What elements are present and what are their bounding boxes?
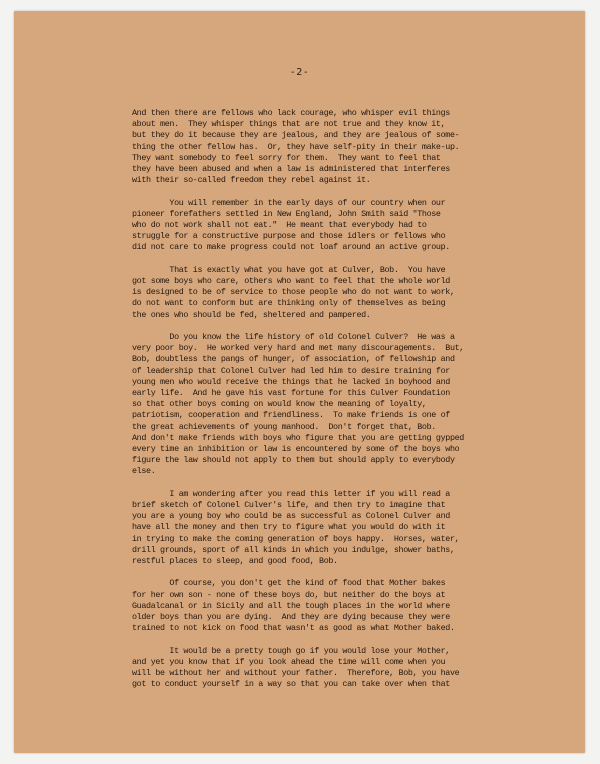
paragraph: You will remember in the early days of our country when our pioneer forefathers settled in New England, John Smith said "Those who do not work shall not eat." He meant that everybody had to struggle for a constructive purpose and those idlers or fellows who did not care to make progress could not loaf around an active group. [132, 197, 450, 253]
letter-body [132, 108, 524, 702]
letter-page [14, 11, 585, 753]
paragraph: That is exactly what you have got at Culver, Bob. You have got some boys who care, others who want to feel that the whole world is designed to be of service to those people who do not want to work, do not want to conform but are thinking only of themselves as being the ones who should be fed, sheltered and pampered. [132, 264, 455, 320]
paragraph: Do you know the life history of old Colonel Culver? He was a very poor boy. He worked very hard and met many discouragements. But, Bob, doubtless the pangs of hunger, of association, of fellowship and of leadership that Colonel Culver had led him to desire training for young men who would receive the things that he lacked in boyhood and early life. And he gave his vast fortune for this Culver Foundation so that other boys coming on would know the meaning of loyalty, patriotism, cooperation and friendliness. To make friends is one of the great achievements of young manhood. Don't forget that, Bob. And don't make friends with boys who figure that you are getting gypped every time an inhibition or law is encountered by some of the boys who figure the law should not apply to them but should apply to everybody else. [132, 332, 464, 477]
paragraph: Of course, you don't get the kind of food that Mother bakes for her own son - none of these boys do, but neither do the boys at Guadalcanal or in Sicily and all the tough places in the world where older boys than you are dying. And they are dying because they were trained to not kick on food that wasn't as good as what Mother baked. [132, 578, 455, 634]
paragraph: It would be a pretty tough go if you would lose your Mother, and yet you know that if you look ahead the time will come when you will be without her and without your father. Therefore, Bob, you have got to conduct yourself in a way so that you can take over when that [132, 645, 460, 690]
page-number: -2- [289, 67, 310, 78]
paragraph: I am wondering after you read this letter if you will read a brief sketch of Colonel Culver's life, and then try to imagine that you are a young boy who could be as successful as Colonel Culver and have all the money and then try to figure what you would do with it in trying to make the coming generation of boys happy. Horses, water, drill grounds, sport of all kinds in which you indulge, shower baths, restful places to sleep, and good food, Bob. [132, 488, 460, 567]
paragraph: And then there are fellows who lack courage, who whisper evil things about men. They whisper things that are not true and they know it, but they do it because they are jealous, and they are jealous of some- thing the other fellow has. Or, they have self-pity in their make-up. They want somebody to feel sorry for them. They want to feel that they have been abused and when a law is administered that interferes with their so-called freedom they rebel against it. [132, 108, 460, 186]
